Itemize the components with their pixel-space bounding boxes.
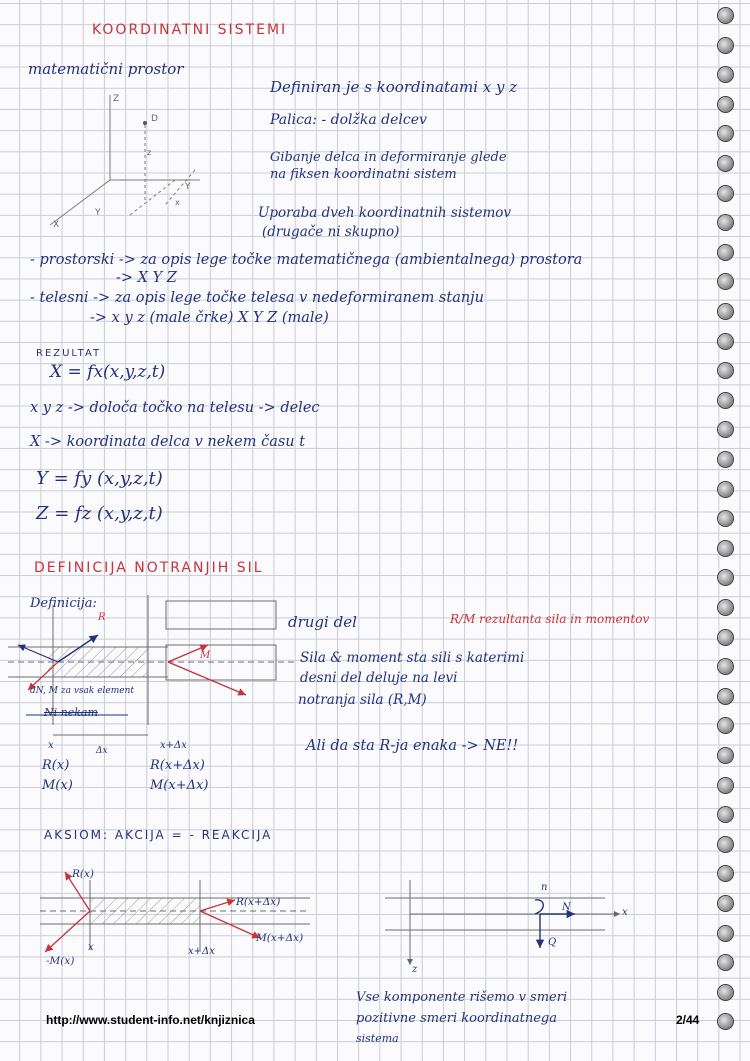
binding-hole <box>718 837 733 852</box>
drugi-del-label: drugi del <box>288 613 357 631</box>
sketch-m-label: M <box>200 650 211 661</box>
binding-hole <box>718 985 733 1000</box>
binding-hole <box>718 38 733 53</box>
sketch-xdx-label: x+Δx <box>160 740 187 751</box>
binding-hole <box>718 304 733 319</box>
spiral-binding <box>718 8 736 1053</box>
footer-url[interactable]: http://www.student-info.net/knjiznica <box>46 1013 255 1027</box>
svg-text:z: z <box>147 148 152 157</box>
binding-hole <box>718 274 733 289</box>
system-telesni-sub: -> x y z (male črke) X Y Z (male) <box>90 310 329 326</box>
question-note: Ali da sta R-ja enaka -> NE!! <box>306 738 519 754</box>
note-line-6: (drugače ni skupno) <box>262 224 400 240</box>
svg-text:D: D <box>151 114 158 124</box>
system-prostorski-sub: -> X Y Z <box>116 270 177 286</box>
binding-hole <box>718 511 733 526</box>
binding-hole <box>718 718 733 733</box>
binding-hole <box>718 866 733 881</box>
system-telesni: - telesni -> za opis lege točke telesa v nedeformiranem stanju <box>30 290 485 306</box>
svg-text:X: X <box>53 220 60 230</box>
binding-hole <box>718 215 733 230</box>
binding-hole <box>718 245 733 260</box>
aksiom-heading: AKSIOM: AKCIJA = - REAKCIJA <box>44 828 273 842</box>
bottom-note-line-2: pozitivne smeri koordinatnega <box>356 1011 557 1026</box>
section-subtitle: matematični prostor <box>28 60 184 78</box>
binding-hole <box>718 334 733 349</box>
binding-hole <box>718 748 733 763</box>
definicija-sketch-label: Definicija: <box>30 596 97 611</box>
note-line-4: na fiksen koordinatni sistem <box>270 167 457 182</box>
binding-hole <box>718 97 733 112</box>
binding-hole <box>718 778 733 793</box>
nq-Q-label: Q <box>548 937 557 948</box>
sila-moment-line-1: Sila & moment sta sili s katerimi <box>300 650 525 666</box>
rezultat-formula-z: Z = fz (x,y,z,t) <box>36 503 163 524</box>
binding-hole <box>718 393 733 408</box>
nq-z-label: z <box>412 964 418 975</box>
aksiom-xdx-label: x+Δx <box>188 946 215 957</box>
binding-hole <box>718 67 733 82</box>
note-line-1: Definiran je s koordinatami x y z <box>270 78 518 96</box>
bottom-note-line-1: Vse komponente rišemo v smeri <box>356 990 568 1005</box>
rezultanta-note: R/M rezultanta sila in momentov <box>450 612 650 626</box>
rezultat-formula-y: Y = fy (x,y,z,t) <box>36 468 163 489</box>
svg-text:x: x <box>175 198 180 207</box>
rezultat-line-koordinata: X -> koordinata delca v nekem času t <box>30 434 306 450</box>
svg-text:Y: Y <box>185 182 191 192</box>
sketch-crossed-note: Ni nekam <box>44 706 98 719</box>
aksiom-rx-label: R(x) <box>72 868 95 880</box>
note-line-5: Uporaba dveh koordinatnih sistemov <box>258 205 512 221</box>
nq-N-label: N <box>562 902 571 913</box>
binding-hole <box>718 126 733 141</box>
binding-hole <box>718 600 733 615</box>
sketch-note: dN, M za vsak element <box>30 686 135 696</box>
sketch-r-label: R <box>98 612 106 623</box>
nq-n-label: n <box>541 882 548 893</box>
binding-hole <box>718 452 733 467</box>
page-title: KOORDINATNI SISTEMI <box>92 22 288 38</box>
binding-hole <box>718 156 733 171</box>
sketch-dx-label: Δx <box>96 746 108 756</box>
rezultat-formula-x: X = fx(x,y,z,t) <box>50 362 166 382</box>
sila-moment-line-3: notranja sila (R,M) <box>298 692 427 708</box>
aksiom-x-label: x <box>88 942 94 953</box>
binding-hole <box>718 630 733 645</box>
svg-text:Z: Z <box>113 94 120 104</box>
aksiom-mx-label: -M(x) <box>46 955 75 967</box>
note-line-3: Gibanje delca in deformiranje glede <box>270 150 507 165</box>
definicija-heading: DEFINICIJA NOTRANJIH SIL <box>34 560 264 576</box>
footer-page-number: 2/44 <box>676 1013 700 1027</box>
nq-axis-label: x <box>622 907 628 918</box>
binding-hole <box>718 482 733 497</box>
svg-text:Y: Y <box>95 208 101 218</box>
right-mx-label: M(x+Δx) <box>150 778 209 793</box>
rezultat-line-delec: x y z -> določa točko na telesu -> delec <box>30 400 320 416</box>
binding-hole <box>718 807 733 822</box>
aksiom-rxdx-label: R(x+Δx) <box>236 896 281 908</box>
bottom-note-line-3: sistema <box>356 1032 399 1045</box>
binding-hole <box>718 541 733 556</box>
sketch-x-label: x <box>48 740 54 751</box>
right-rx-label: R(x+Δx) <box>150 758 205 773</box>
binding-hole <box>718 659 733 674</box>
binding-hole <box>718 896 733 911</box>
binding-hole <box>718 926 733 941</box>
binding-hole <box>718 689 733 704</box>
left-mx-label: M(x) <box>42 778 73 793</box>
binding-hole <box>718 570 733 585</box>
coordinate-axes-sketch <box>35 85 235 235</box>
rezultat-heading: REZULTAT <box>36 348 102 359</box>
left-rx-label: R(x) <box>42 758 70 773</box>
nq-coordinate-sketch <box>385 880 635 980</box>
binding-hole <box>718 422 733 437</box>
binding-hole <box>718 186 733 201</box>
binding-hole <box>718 1014 733 1029</box>
system-prostorski: - prostorski -> za opis lege točke matematičnega (ambientalnega) prostora <box>30 252 583 268</box>
binding-hole <box>718 363 733 378</box>
aksiom-mxdx-label: M(x+Δx) <box>256 932 304 944</box>
sila-moment-line-2: desni del deluje na levi <box>300 670 458 686</box>
note-line-2: Palica: - dolžka delcev <box>270 112 427 128</box>
binding-hole <box>718 955 733 970</box>
binding-hole <box>718 8 733 23</box>
